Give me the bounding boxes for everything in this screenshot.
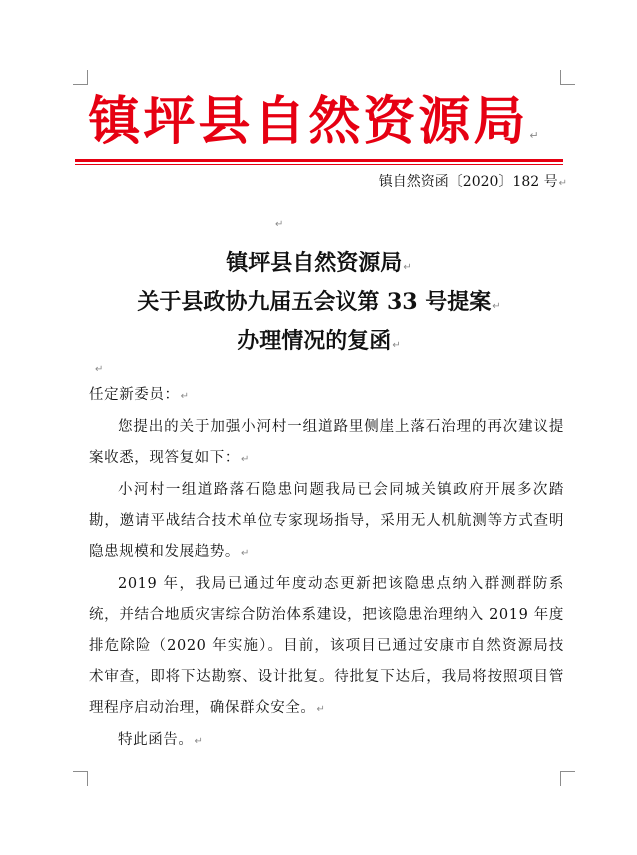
document-number (379, 172, 567, 194)
title-line-1-text: 镇坪县自然资源局 (226, 250, 403, 276)
title-line-2 (75, 285, 563, 324)
title-line-3 (75, 324, 563, 363)
document-title (75, 246, 563, 363)
body-paragraph-text: 2019 年，我局已通过年度动态更新把该隐患点纳入群测群防系统，并结合地质灾害综合防治体系建设，把该隐患治理纳入 2019 年度排危除险（2020 年实施）。目前，该项目已通过安康市自然资源局技术审查，即将下达勘察、设计批复。待批复下达后，我局将按照项目管理程序启动治理，确保群众安全。 (89, 576, 564, 716)
header-rule-thick (75, 159, 563, 162)
paragraph-mark-icon: ↵ (316, 704, 326, 715)
body-paragraph-text: 小河村一组道路落石隐患问题我局已会同城关镇政府开展多次踏勘，邀请平战结合技术单位专家现场指导，采用无人机航测等方式查明隐患规模和发展趋势。 (89, 482, 564, 560)
salutation-text: 任定新委员： (89, 387, 180, 403)
title-line-2-text: 关于县政协九届五会议第 33 号提案 (137, 289, 492, 315)
paragraph-mark-icon: ↵ (275, 219, 284, 230)
letter-body (89, 380, 564, 757)
salutation (89, 380, 564, 412)
body-paragraph-text: 您提出的关于加强小河村一组道路里侧崖上落石治理的再次建议提案收悉，现答复如下： (89, 419, 564, 466)
header-rule-thin (75, 164, 563, 165)
body-paragraph (89, 412, 564, 475)
body-paragraph (89, 475, 564, 569)
paragraph-mark-icon: ↵ (492, 301, 501, 312)
body-paragraph (89, 569, 564, 725)
paragraph-mark-icon: ↵ (241, 454, 250, 465)
blank-line (94, 357, 103, 376)
paragraph-mark-icon: ↵ (392, 340, 401, 351)
crop-mark-bottom-right (560, 771, 575, 786)
closing-line (89, 725, 564, 757)
paragraph-mark-icon: ↵ (558, 178, 567, 189)
paragraph-mark-icon: ↵ (95, 364, 104, 375)
crop-mark-top-right (560, 70, 575, 85)
crop-mark-top-left (73, 70, 88, 85)
paragraph-mark-icon: ↵ (403, 262, 412, 273)
paragraph-mark-icon: ↵ (529, 129, 542, 142)
blank-line (274, 212, 283, 231)
paragraph-mark-icon: ↵ (241, 548, 250, 559)
title-line-3-text: 办理情况的复函 (237, 328, 392, 354)
closing-line-text: 特此函告。 (118, 732, 194, 748)
paragraph-mark-icon: ↵ (194, 736, 204, 747)
crop-mark-bottom-left (73, 771, 88, 786)
title-line-1 (75, 246, 563, 285)
document-number-text: 镇自然资函〔2020〕182 号 (378, 174, 558, 190)
agency-name: 镇坪县自然资源局 (88, 91, 529, 152)
paragraph-mark-icon: ↵ (180, 391, 190, 402)
